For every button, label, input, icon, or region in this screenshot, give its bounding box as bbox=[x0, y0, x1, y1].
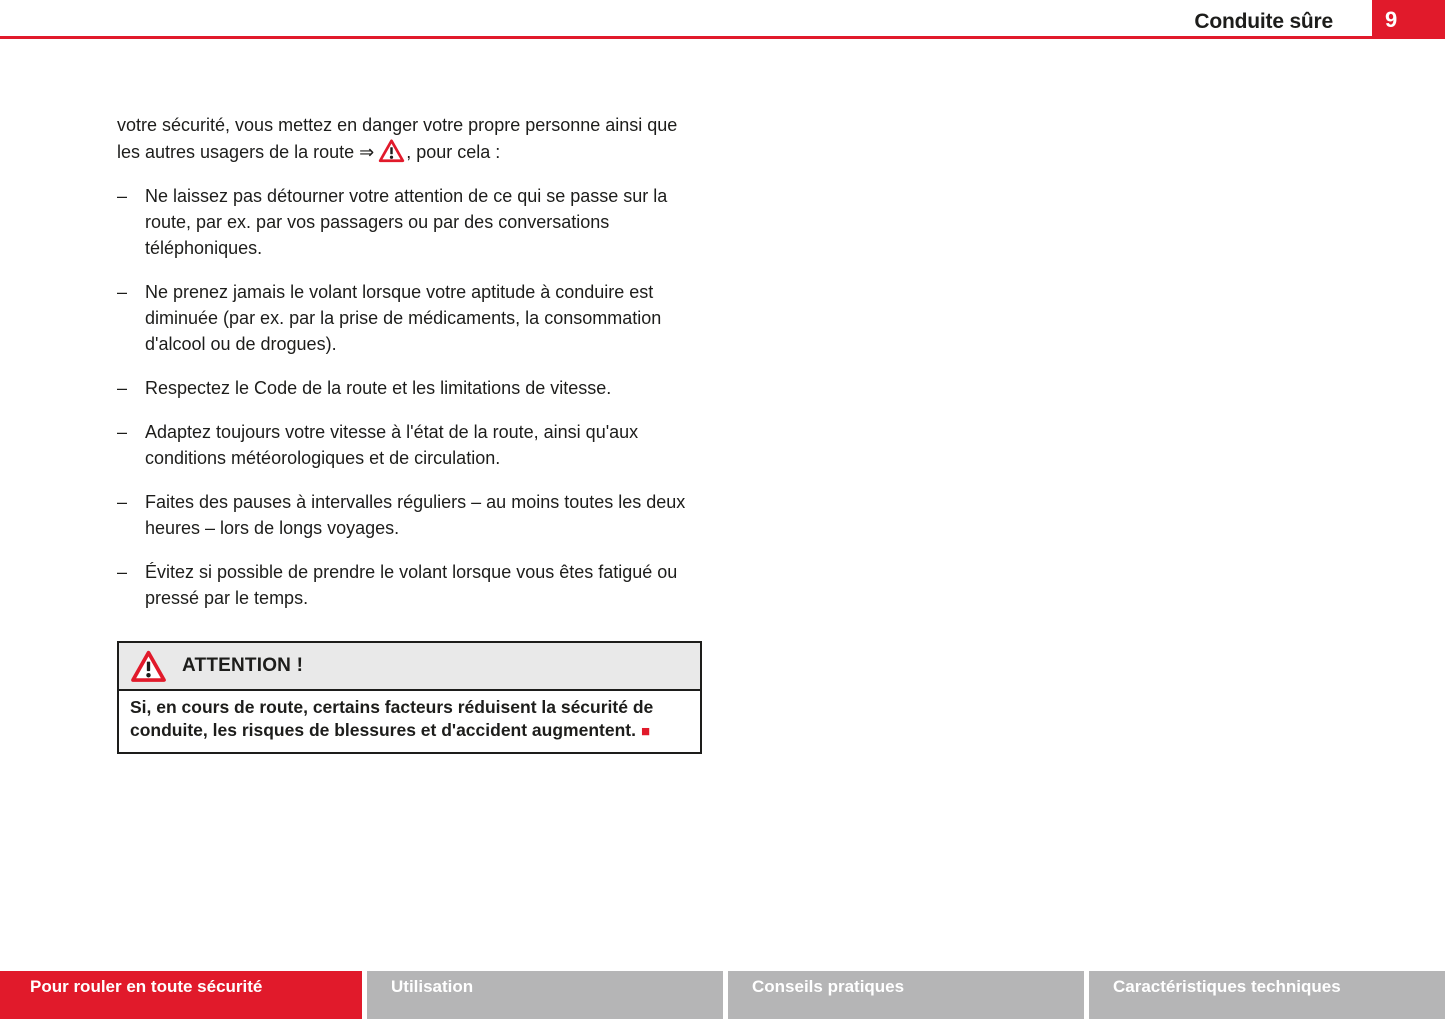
chapter-title: Conduite sûre bbox=[1194, 10, 1333, 33]
list-item bbox=[117, 279, 702, 357]
tab-conseils-pratiques bbox=[728, 971, 1084, 1019]
bullet-dash: – bbox=[117, 492, 128, 512]
page-number: 9 bbox=[1385, 6, 1398, 32]
tab-caracteristiques-techniques bbox=[1089, 971, 1445, 1019]
tab-pour-rouler-en-toute-securite bbox=[0, 971, 362, 1019]
tab-label: Pour rouler en toute sécurité bbox=[30, 977, 263, 996]
list-item bbox=[117, 183, 702, 261]
attention-box-header bbox=[119, 643, 700, 691]
tab-utilisation bbox=[367, 971, 723, 1019]
page-content bbox=[117, 112, 702, 754]
page-number-badge bbox=[1372, 0, 1445, 39]
attention-box bbox=[117, 641, 702, 754]
attention-text: Si, en cours de route, certains facteurs réduisent la sécurité de conduite, les risques de blessures et d'accident augmentent. bbox=[130, 697, 654, 740]
list-item bbox=[117, 375, 702, 401]
tab-label: Utilisation bbox=[391, 977, 474, 996]
bullet-dash: – bbox=[117, 562, 128, 582]
bullet-dash: – bbox=[117, 186, 128, 206]
list-item-text: Respectez le Code de la route et les limitations de vitesse. bbox=[145, 378, 612, 398]
list-item bbox=[117, 419, 702, 471]
section-end-marker: ■ bbox=[640, 722, 651, 740]
list-item-text: Évitez si possible de prendre le volant lorsque vous êtes fatigué ou pressé par le temps. bbox=[145, 562, 678, 608]
page-header bbox=[0, 0, 1445, 40]
warning-triangle-icon bbox=[378, 138, 405, 163]
list-item-text: Ne prenez jamais le volant lorsque votre aptitude à conduire est diminuée (par ex. par la prise de médicaments, la consommation d'alcool ou de drogues). bbox=[145, 282, 662, 354]
list-item-text: Adaptez toujours votre vitesse à l'état de la route, ainsi qu'aux conditions météorologiques et de circulation. bbox=[145, 422, 639, 468]
list-item bbox=[117, 559, 702, 611]
tab-label: Conseils pratiques bbox=[752, 977, 905, 996]
bullet-dash: – bbox=[117, 422, 128, 442]
warning-triangle-icon bbox=[130, 649, 167, 683]
bullet-dash: – bbox=[117, 282, 128, 302]
list-item-text: Faites des pauses à intervalles réguliers – au moins toutes les deux heures – lors de longs voyages. bbox=[145, 492, 686, 538]
attention-title: ATTENTION ! bbox=[182, 655, 304, 676]
chapter-tabs bbox=[0, 971, 1445, 1019]
intro-paragraph bbox=[117, 112, 702, 165]
list-item-text: Ne laissez pas détourner votre attention de ce qui se passe sur la route, par ex. par vos passagers ou par des conversations téléphoniques. bbox=[145, 186, 668, 258]
intro-text-before: votre sécurité, vous mettez en danger votre propre personne ainsi que les autres usagers de la route ⇒ bbox=[117, 115, 678, 162]
header-divider bbox=[0, 36, 1445, 39]
list-item bbox=[117, 489, 702, 541]
tab-label: Caractéristiques techniques bbox=[1113, 977, 1341, 996]
attention-body bbox=[119, 691, 700, 752]
intro-text-after: , pour cela : bbox=[406, 142, 501, 162]
bullet-dash: – bbox=[117, 378, 128, 398]
